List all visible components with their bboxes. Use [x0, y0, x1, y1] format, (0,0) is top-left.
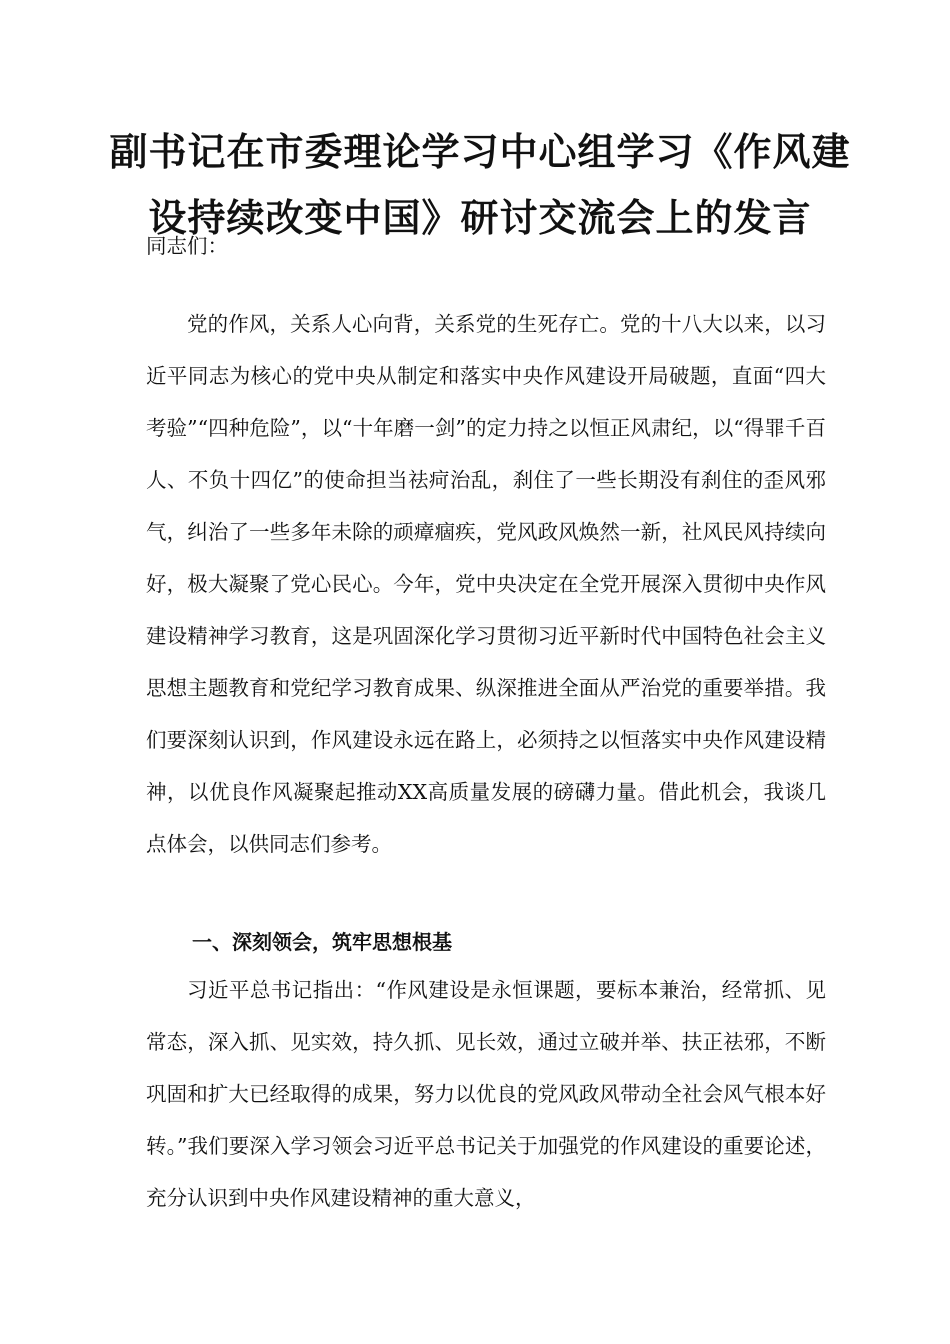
paragraph-section-1: 习近平总书记指出：“作风建设是永恒课题，要标本兼治，经常抓、见常态，深入抓、见实效，持久抓、见长效，通过立破并举、扶正祛邪，不断巩固和扩大已经取得的成果，努力以优良的党风政风带动全社会风气根本好转。”我们要深入学习领会习近平总书记关于加强党的作风建设的重要论述，充分认识到中央作风建设精神的重大意义，	[146, 978, 826, 1210]
document-title-line-2: 设持续改变中国》研讨交流会上的发言	[148, 195, 812, 240]
section-heading-1: 一、深刻领会，筑牢思想根基	[192, 930, 452, 954]
paragraph-intro: 党的作风，关系人心向背，关系党的生死存亡。党的十八大以来，以习近平同志为核心的党中央从制定和落实中央作风建设开局破题，直面“四大考验”“四种危险”，以“十年磨一剑”的定力持之以恒正风肃纪，以“得罪千百人、不负十四亿”的使命担当祛疴治乱，刹住了一些长期没有刹住的歪风邪气，纠治了一些多年未除的顽瘴痼疾，党风政风焕然一新，社风民风持续向好，极大凝聚了党心民心。今年，党中央决定在全党开展深入贯彻中央作风建设精神学习教育，这是巩固深化学习贯彻习近平新时代中国特色社会主义思想主题教育和党纪学习教育成果、纵深推进全面从严治党的重要举措。我们要深刻认识到，作风建设永远在路上，必须持之以恒落实中央作风建设精神，以优良作风凝聚起推动XX高质量发展的磅礴力量。借此机会，我谈几点体会，以供同志们参考。	[146, 312, 826, 856]
greeting: 同志们：	[146, 234, 228, 258]
document-title-line-1: 副书记在市委理论学习中心组学习《作风建	[109, 129, 851, 174]
